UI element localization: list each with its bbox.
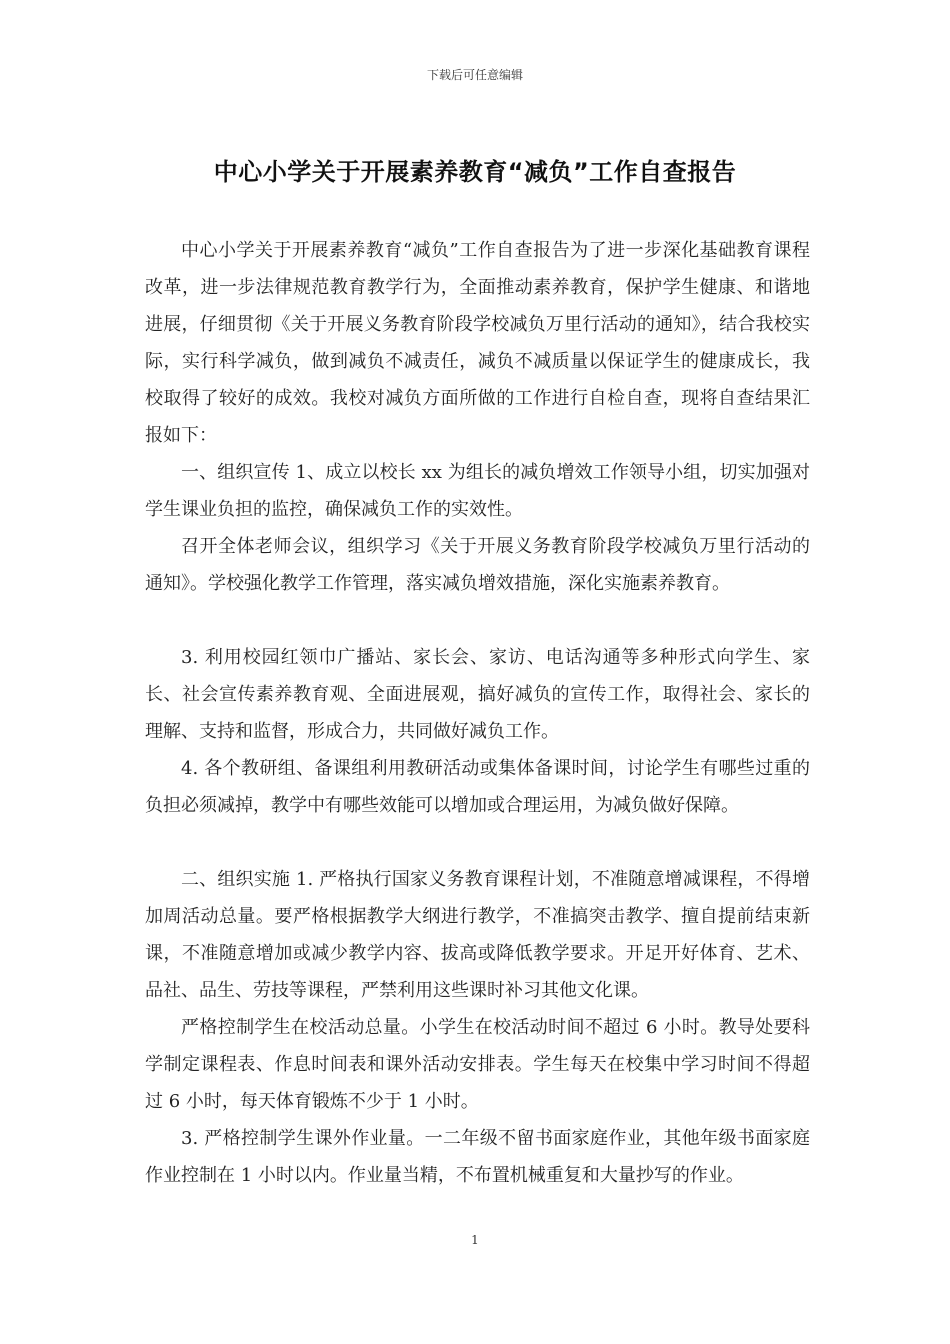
document-body bbox=[145, 232, 810, 1194]
document-title: 中心小学关于开展素养教育“减负”工作自查报告 bbox=[213, 158, 737, 186]
paragraph-section-1-item-4: 4. 各个教研组、备课组利用教研活动或集体备课时间，讨论学生有哪些过重的负担必须减掉，教学中有哪些效能可以增加或合理运用，为减负做好保障。 bbox=[145, 758, 810, 816]
header-note: 下载后可任意编辑 bbox=[426, 68, 523, 82]
paragraph-section-1-item-2: 召开全体老师会议，组织学习《关于开展义务教育阶段学校减负万里行活动的通知》。学校强化教学工作管理，落实减负增效措施，深化实施素养教育。 bbox=[145, 536, 810, 594]
paragraph-section-2-item-1: 二、组织实施 1. 严格执行国家义务教育课程计划，不准随意增减课程，不得增加周活动总量。要严格根据教学大纲进行教学，不准搞突击教学、擅自提前结束新课，不准随意增加或减少教学内容、拔高或降低教学要求。开足开好体育、艺术、品社、品生、劳技等课程，严禁利用这些课时补习其他文化课。 bbox=[145, 869, 810, 1001]
paragraph-section-2-item-3: 3. 严格控制学生课外作业量。一二年级不留书面家庭作业，其他年级书面家庭作业控制在 1 小时以内。作业量当精，不布置机械重复和大量抄写的作业。 bbox=[145, 1128, 810, 1186]
paragraph-section-2-item-2: 严格控制学生在校活动总量。小学生在校活动时间不超过 6 小时。教导处要科学制定课程表、作息时间表和课外活动安排表。学生每天在校集中学习时间不得超过 6 小时，每天体育锻炼不少于 1 小时。 bbox=[145, 1017, 810, 1112]
paragraph-intro: 中心小学关于开展素养教育“减负”工作自查报告为了进一步深化基础教育课程改革，进一步法律规范教育教学行为，全面推动素养教育，保护学生健康、和谐地进展，仔细贯彻《关于开展义务教育阶段学校减负万里行活动的通知》，结合我校实际，实行科学减负，做到减负不减责任，减负不减质量以保证学生的健康成长，我校取得了较好的成效。我校对减负方面所做的工作进行自检自查，现将自查结果汇报如下： bbox=[145, 240, 810, 446]
paragraph-section-1-item-3: 3. 利用校园红领巾广播站、家长会、家访、电话沟通等多种形式向学生、家长、社会宣传素养教育观、全面进展观，搞好减负的宣传工作，取得社会、家长的理解、支持和监督，形成合力，共同做好减负工作。 bbox=[145, 647, 810, 742]
page-number: 1 bbox=[471, 1233, 479, 1247]
paragraph-section-1-item-1: 一、组织宣传 1、成立以校长 xx 为组长的减负增效工作领导小组，切实加强对学生课业负担的监控，确保减负工作的实效性。 bbox=[145, 462, 810, 520]
